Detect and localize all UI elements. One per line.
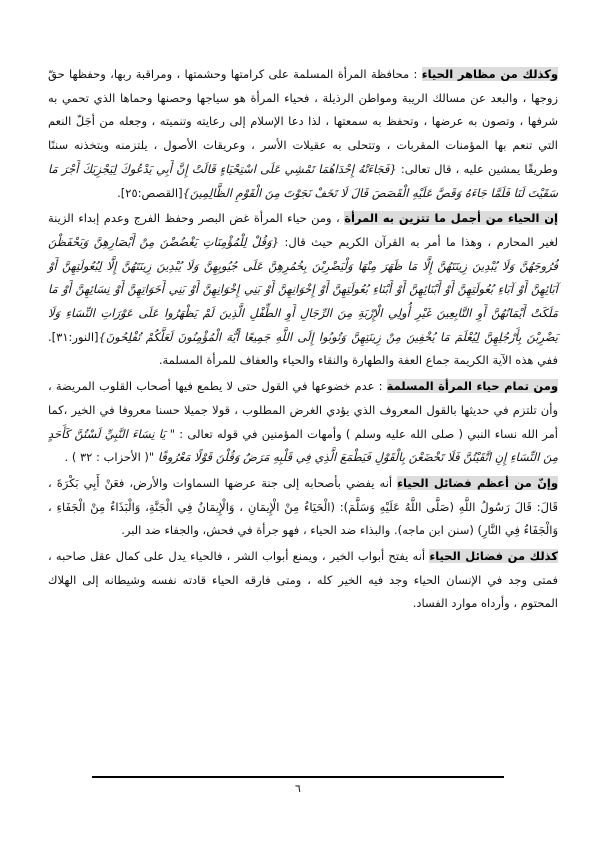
paragraph-text: : عدم خضوعها في القول حتى لا يطمع فيها أصحاب القلوب المريضة ، وأن تلتزم في حديثها بالقول المعروف الذي يؤدي الغرض المطلوب ، قولا جميلا حسنا معروفا في الخير ،كما أمر الله نساء النبي ( صلى الله عليه وسلم ) وأمهات المؤمنين في قوله تعالى : " xyxy=(48,379,558,441)
page-number: ٦ xyxy=(295,782,301,795)
paragraph-virtues xyxy=(48,472,558,543)
footer-rule xyxy=(92,776,504,778)
paragraph-text: أنه يفضي بأصحابه إلى جنة عرضها السماوات والأرض، فعَنْ أَبِي بَكْرَةَ ، قَالَ: قَالَ رَسُولُ اللَّهِ (صَلَّى اللَّهُ عَلَيْهِ وَسَلَّمَ): (الْحَيَاءُ مِنْ الْإِيمَانِ ، وَالْإِيمَانُ فِي الْجَنَّةِ، وَالْبَذَاءُ مِنْ الْجَفَاءِ ، وَالْجَفَاءُ فِي النَّارِ) (سنن ابن ماجه). والبذاء ضد الحياء ، فهو جرأة في فحش، والجفاء ضد البر. xyxy=(48,475,558,538)
verse-reference: "( الأحزاب : ٣٢ ) . xyxy=(64,450,158,465)
paragraph-text: : محافظة المرأة المسلمة على كرامتها وحشمتها ، ومراقبة ربها، وحفظها حقّ زوجها ، والبعد عن مسالك الريبة ومواطن الرذيلة ، فحياء المرأة هو سياجها وحصنها وحماها الذي تحمي به شرفها ، وتصون به عرضها ، وتحفظ به سمعتها ، لذا دعا الإسلام إلى رعايته وتنميته ، وجعله من أجَلّ النعم التي تنعم بها المؤمنات المقربات ، وتتحلى به عقيلات الأسر ، وعريقات الأصول ، يلتزمنه ويتخذنه سننًا وطريقًا يمشين عليه ، قال تعالى: xyxy=(48,67,558,176)
verse-reference: [النور:٣١]. ففي هذه الآية الكريمة جماع العفة والطهارة والنقاء والحياء والعفاف للمرأة المسلمة. xyxy=(48,329,558,368)
quran-verse: يَا نِسَاءَ النَّبِيِّ لَسْتُنَّ كَأَحَدٍ مِنَ النِّسَاءِ إِنِ اتَّقَيْتُنَّ فَلَا تَخْضَعْنَ بِالْقَوْلِ فَيَطْمَعَ الَّذِي فِي قَلْبِهِ مَرَضٌ وَقُلْنَ قَوْلًا مَعْرُوفًا xyxy=(48,426,558,465)
paragraph-text: أنه يفتح أبواب الخير ، ويمنع أبواب الشر ، فالحياء يدل على كمال عقل صاحبه ، فمتى وجد في الإنسان الحياء وجد فيه الخير كله ، ومتى فارقه الحياء قادته نفسه وشيطانه إلى الهلاك المحتوم ، وأرداه موارد الفساد. xyxy=(48,549,558,611)
verse-reference: [القصص:٢٥]. xyxy=(117,185,183,200)
document-body xyxy=(48,63,558,618)
quran-verse: {فَجَاءَتْهُ إِحْدَاهُمَا تَمْشِي عَلَى اسْتِحْيَاءٍ قَالَتْ إِنَّ أَبِي يَدْعُوكَ لِيَجْزِيَكَ أَجْرَ مَا سَقَيْتَ لَنَا فَلَمَّا جَاءَهُ وَقَصَّ عَلَيْهِ الْقَصَصَ قَالَ لَا تَخَفْ نَجَوْتَ مِنَ الْقَوْمِ الظَّالِمِينَ} xyxy=(48,161,558,200)
paragraph-heading: ومن تمام حياء المرأة المسلمة xyxy=(386,379,558,394)
paragraph-text: ، ومن حياء المرأة غض البصر وحفظ الفرج وعدم إبداء الزينة لغير المحارم ، وهذا ما أمر به القرآن الكريم حيث قال: xyxy=(48,211,558,249)
paragraph-appearances-of-modesty xyxy=(48,63,558,205)
paragraph-doors-of-good xyxy=(48,545,558,616)
quran-verse: {وَقُلْ لِلْمُؤْمِنَاتِ يَغْضُضْنَ مِنْ أَبْصَارِهِنَّ وَيَحْفَظْنَ فُرُوجَهُنَّ وَلَا يُبْدِينَ زِينَتَهُنَّ إِلَّا مَا ظَهَرَ مِنْهَا وَلْيَضْرِبْنَ بِخُمُرِهِنَّ عَلَى جُيُوبِهِنَّ وَلَا يُبْدِينَ زِينَتَهُنَّ إِلَّا لِبُعُولَتِهِنَّ أَوْ آبَائِهِنَّ أَوْ آبَاءِ بُعُولَتِهِنَّ أَوْ أَبْنَائِهِنَّ أَوْ أَبْنَاءِ بُعُولَتِهِنَّ أَوْ إِخْوَانِهِنَّ أَوْ بَنِي إِخْوَانِهِنَّ أَوْ بَنِي أَخَوَاتِهِنَّ أَوْ نِسَائِهِنَّ أَوْ مَا مَلَكَتْ أَيْمَانُهُنَّ أَوِ التَّابِعِينَ غَيْرِ أُولِي الْإِرْبَةِ مِنَ الرِّجَالِ أَوِ الطِّفْلِ الَّذِينَ لَمْ يَظْهَرُوا عَلَى عَوْرَاتِ النِّسَاءِ وَلَا يَضْرِبْنَ بِأَرْجُلِهِنَّ لِيُعْلَمَ مَا يُخْفِينَ مِنْ زِينَتِهِنَّ وَتُوبُوا إِلَى اللَّهِ جَمِيعًا أَيُّهَ الْمُؤْمِنُونَ لَعَلَّكُمْ تُفْلِحُونَ} xyxy=(48,234,558,344)
paragraph-heading: إن الحياء من أجمل ما تتزين به المرأة xyxy=(344,211,558,226)
paragraph-speech xyxy=(48,375,558,470)
paragraph-heading: كذلك من فضائل الحياء xyxy=(429,549,558,564)
paragraph-heading: وكذلك من مظاهر الحياء xyxy=(421,67,558,81)
paragraph-heading: وإنّ من أعظم فضائل الحياء xyxy=(397,475,558,490)
paragraph-adornment xyxy=(48,207,558,373)
